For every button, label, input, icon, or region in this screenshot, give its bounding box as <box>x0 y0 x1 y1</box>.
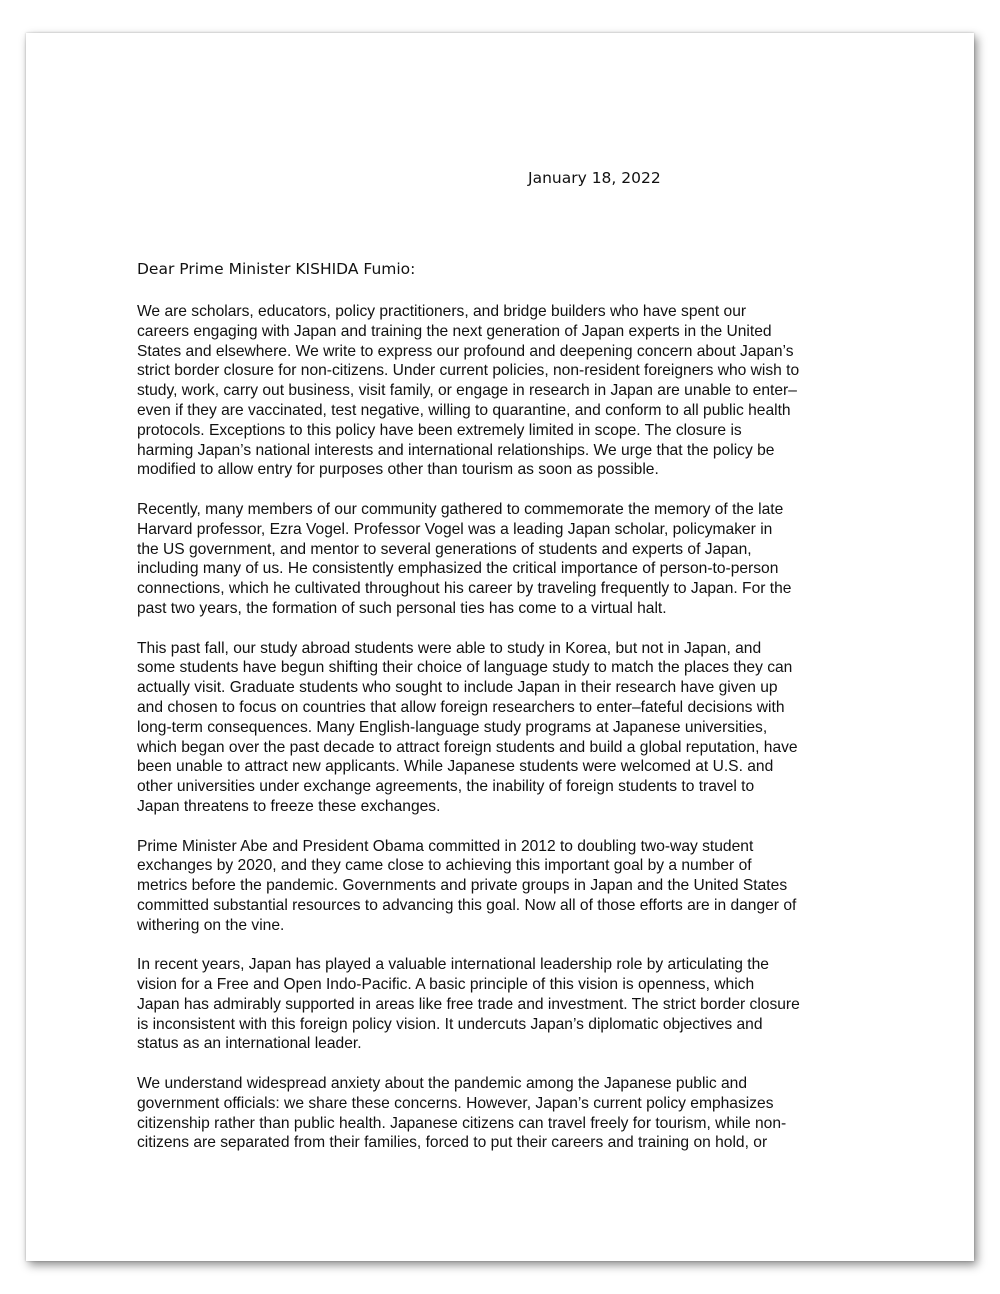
paragraph-5 <box>137 955 872 1054</box>
paragraph-3 <box>137 639 872 817</box>
paragraph-line: We understand widespread anxiety about the pandemic among the Japanese public and <box>137 1075 748 1093</box>
paragraph-1 <box>137 302 872 480</box>
letter-page <box>26 33 974 1261</box>
letter-date: January 18, 2022 <box>528 169 661 187</box>
paragraph-line: We are scholars, educators, policy practitioners, and bridge builders who have spent our <box>137 303 747 320</box>
paragraph-line: exchanges by 2020, and they came close to achieving this important goal by a number of <box>137 857 752 875</box>
paragraph-line: protocols. Exceptions to this policy have been extremely limited in scope. The closure is <box>137 421 742 439</box>
paragraph-4 <box>137 837 872 936</box>
paragraph-line: Japan has admirably supported in areas like free trade and investment. The strict border closure <box>137 995 800 1013</box>
paragraph-line: In recent years, Japan has played a valuable international leadership role by articulating the <box>137 956 769 974</box>
paragraph-line: is inconsistent with this foreign policy vision. It undercuts Japan’s diplomatic objectives and <box>137 1015 763 1033</box>
paragraph-line: citizens are separated from their families, forced to put their careers and training on hold, or <box>137 1134 768 1152</box>
paragraph-line: States and elsewhere. We write to express our profound and deepening concern about Japan’s <box>137 342 794 360</box>
paragraph-line: connections, which he cultivated throughout his career by traveling frequently to Japan. For the <box>137 580 792 598</box>
paragraph-line: withering on the vine. <box>137 916 285 934</box>
paragraph-line: Prime Minister Abe and President Obama committed in 2012 to doubling two-way student <box>137 837 754 855</box>
paragraph-line: metrics before the pandemic. Governments and private groups in Japan and the United States <box>137 877 788 895</box>
paragraph-line: even if they are vaccinated, test negative, willing to quarantine, and conform to all public health <box>137 401 791 419</box>
paragraph-line: Recently, many members of our community gathered to commemorate the memory of the late <box>137 500 784 518</box>
paragraph-line: careers engaging with Japan and training the next generation of Japan experts in the United <box>137 322 772 340</box>
paragraph-line: modified to allow entry for purposes other than tourism as soon as possible. <box>137 461 659 479</box>
paragraph-line: past two years, the formation of such personal ties has come to a virtual halt. <box>137 599 667 617</box>
paragraph-line: government officials: we share these concerns. However, Japan’s current policy emphasizes <box>137 1094 774 1112</box>
paragraph-line: Japan threatens to freeze these exchanges. <box>137 797 441 815</box>
letter-body <box>137 302 872 1173</box>
paragraph-line: long-term consequences. Many English-language study programs at Japanese universities, <box>137 718 768 736</box>
paragraph-line: This past fall, our study abroad students were able to study in Korea, but not in Japan, and <box>137 639 762 657</box>
paragraph-line: the US government, and mentor to several generations of students and experts of Japan, <box>137 540 752 558</box>
paragraph-line: and chosen to focus on countries that allow foreign researchers to enter–fateful decisions with <box>137 698 785 716</box>
paragraph-6 <box>137 1074 872 1153</box>
paragraph-line: Harvard professor, Ezra Vogel. Professor Vogel was a leading Japan scholar, policymaker in <box>137 520 773 538</box>
paragraph-line: status as an international leader. <box>137 1035 362 1053</box>
paragraph-line: including many of us. He consistently emphasized the critical importance of person-to-person <box>137 560 779 578</box>
paragraph-line: vision for a Free and Open Indo-Pacific. A basic principle of this vision is openness, which <box>137 976 755 994</box>
paragraph-line: harming Japan’s national interests and international relationships. We urge that the policy be <box>137 441 775 459</box>
paragraph-line: committed substantial resources to advancing this goal. Now all of those efforts are in danger of <box>137 896 797 914</box>
paragraph-line: other universities under exchange agreements, the inability of foreign students to travel to <box>137 778 755 796</box>
paragraph-line: strict border closure for non-citizens. Under current policies, non-resident foreigners who wish to <box>137 362 800 380</box>
paragraph-line: study, work, carry out business, visit family, or engage in research in Japan are unable to enter– <box>137 382 797 400</box>
paragraph-line: been unable to attract new applicants. While Japanese students were welcomed at U.S. and <box>137 758 774 776</box>
paragraph-2 <box>137 500 872 619</box>
salutation: Dear Prime Minister KISHIDA Fumio: <box>137 260 416 278</box>
paragraph-line: some students have begun shifting their choice of language study to match the places they can <box>137 659 793 677</box>
paragraph-line: actually visit. Graduate students who sought to include Japan in their research have given up <box>137 679 778 697</box>
paragraph-line: citizenship rather than public health. Japanese citizens can travel freely for tourism, while non- <box>137 1114 787 1132</box>
paragraph-line: which began over the past decade to attract foreign students and build a global reputation, have <box>137 738 798 756</box>
